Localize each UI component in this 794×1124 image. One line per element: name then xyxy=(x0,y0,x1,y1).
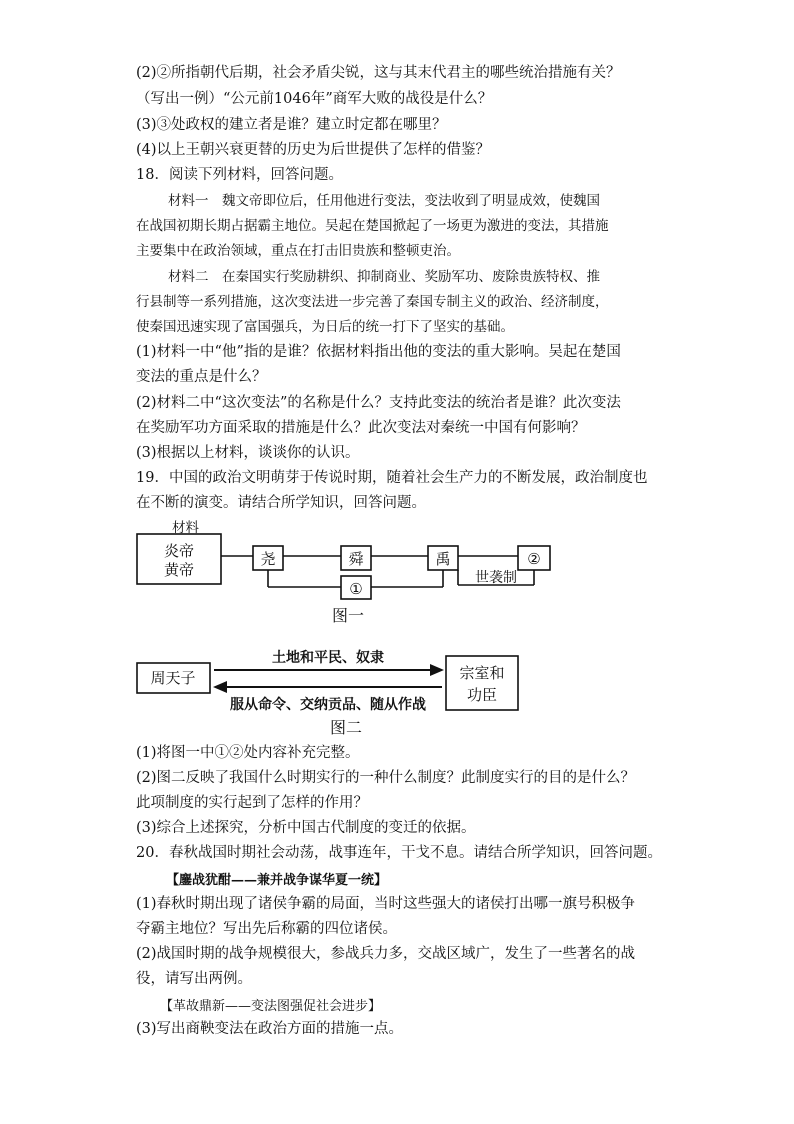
box-nobles-text-1: 宗室和 xyxy=(459,664,505,682)
question-20-intro: 20．春秋战国时期社会动荡，战事连年，干戈不息。请结合所学知识，回答问题。 xyxy=(136,845,662,861)
question-18-part3: (3)根据以上材料，谈谈你的认识。 xyxy=(136,445,360,461)
question-20-part1a: (1)春秋时期出现了诸侯争霸的局面，当时这些强大的诸侯打出哪一旗号积极争 xyxy=(136,896,636,912)
question-19-part2b: 此项制度的实行起到了怎样的作用？ xyxy=(136,795,368,811)
question-17-part4: (4)以上王朝兴衰更替的历史为后世提供了怎样的借鉴？ xyxy=(136,142,491,158)
box-zhou-king-text: 周天子 xyxy=(150,669,196,687)
question-18-part1a: (1)材料一中“他”指的是谁？依据材料指出他的变法的重大影响。吴起在楚国 xyxy=(136,344,621,360)
question-17-part2a: (2)②所指朝代后期，社会矛盾尖锐，这与其末代君主的哪些统治措施有关？ xyxy=(136,65,621,81)
arrow-left-head xyxy=(213,681,227,693)
question-19-part2a: (2)图二反映了我国什么时期实行的一种什么制度？此制度实行的目的是什么？ xyxy=(136,770,636,786)
blank-1-text: ① xyxy=(349,580,363,598)
question-20-part3: (3)写出商鞅变法在政治方面的措施一点。 xyxy=(136,1021,404,1037)
question-19-intro: 19．中国的政治文明萌芽于传说时期，随着社会生产力的不断发展，政治制度也 xyxy=(136,470,648,486)
question-18-part2b: 在奖励军功方面采取的措施是什么？此次变法对秦统一中国有何影响？ xyxy=(136,420,586,436)
question-18-part1b: 变法的重点是什么？ xyxy=(136,369,267,385)
question-20-part2b: 役，请写出两例。 xyxy=(136,971,252,987)
material-2-line: 使秦国迅速实现了富国强兵，为日后的统一打下了坚实的基础。 xyxy=(136,319,514,335)
section-heading-1: 【鏖战犹酣——兼并战争谋华夏一统】 xyxy=(166,873,388,888)
question-19-part1: (1)将图一中①②处内容补充完整。 xyxy=(136,745,360,761)
box-shun-text: 舜 xyxy=(348,550,364,568)
material-1-line: 主要集中在政治领域，重点在打击旧贵族和整顿吏治。 xyxy=(136,243,460,259)
box-yao-text: 尧 xyxy=(260,550,276,568)
material-1-line: 在战国初期长期占据霸主地位。吴起在楚国掀起了一场更为激进的变法，其措施 xyxy=(136,218,609,234)
hereditary-label: 世袭制 xyxy=(475,570,517,586)
question-19-intro: 在不断的演变。请结合所学知识，回答问题。 xyxy=(136,495,426,511)
box-yu-text: 禹 xyxy=(435,550,451,568)
figure-1 xyxy=(137,534,550,599)
material-2-line: 材料二 在秦国实行奖励耕织、抑制商业、奖励军功、废除贵族特权、推 xyxy=(168,269,600,285)
material-1-line: 材料一 魏文帝即位后，任用他进行变法，变法收到了明显成效，使魏国 xyxy=(168,193,600,209)
box-yandi-text-2: 黄帝 xyxy=(163,561,195,579)
section-heading-2: 【革故鼎新——变法图强促社会进步】 xyxy=(160,999,382,1014)
box-yandi-text-1: 炎帝 xyxy=(163,542,195,560)
arrow-top-label: 土地和平民、奴隶 xyxy=(272,650,384,666)
blank-2-text: ② xyxy=(527,550,541,568)
box-nobles-text-2: 功臣 xyxy=(466,686,498,704)
question-17-part2b: （写出一例）“公元前1046年”商军大败的战役是什么？ xyxy=(136,91,493,107)
question-20-part2a: (2)战国时期的战争规模很大，参战兵力多，交战区域广，发生了一些著名的战 xyxy=(136,946,636,962)
material-2-line: 行县制等一系列措施，这次变法进一步完善了秦国专制主义的政治、经济制度， xyxy=(136,294,609,310)
question-18-title: 18．阅读下列材料，回答问题。 xyxy=(136,167,343,183)
material-label: 材料 xyxy=(172,520,199,536)
question-17-part3: (3)③处政权的建立者是谁？建立时定都在哪里？ xyxy=(136,117,447,133)
arrow-right-head xyxy=(430,664,444,676)
question-19-part3: (3)综合上述探究，分析中国古代制度的变迁的依据。 xyxy=(136,820,476,836)
arrows xyxy=(213,664,444,693)
figure-1-caption: 图一 xyxy=(331,606,365,625)
question-20-part1b: 夺霸主地位？写出先后称霸的四位诸侯。 xyxy=(136,921,397,937)
arrow-bottom-label: 服从命令、交纳贡品、随从作战 xyxy=(230,697,426,713)
figure-2-caption: 图二 xyxy=(329,718,363,737)
question-18-part2a: (2)材料二中“这次变法”的名称是什么？支持此变法的统治者是谁？此次变法 xyxy=(136,395,621,411)
